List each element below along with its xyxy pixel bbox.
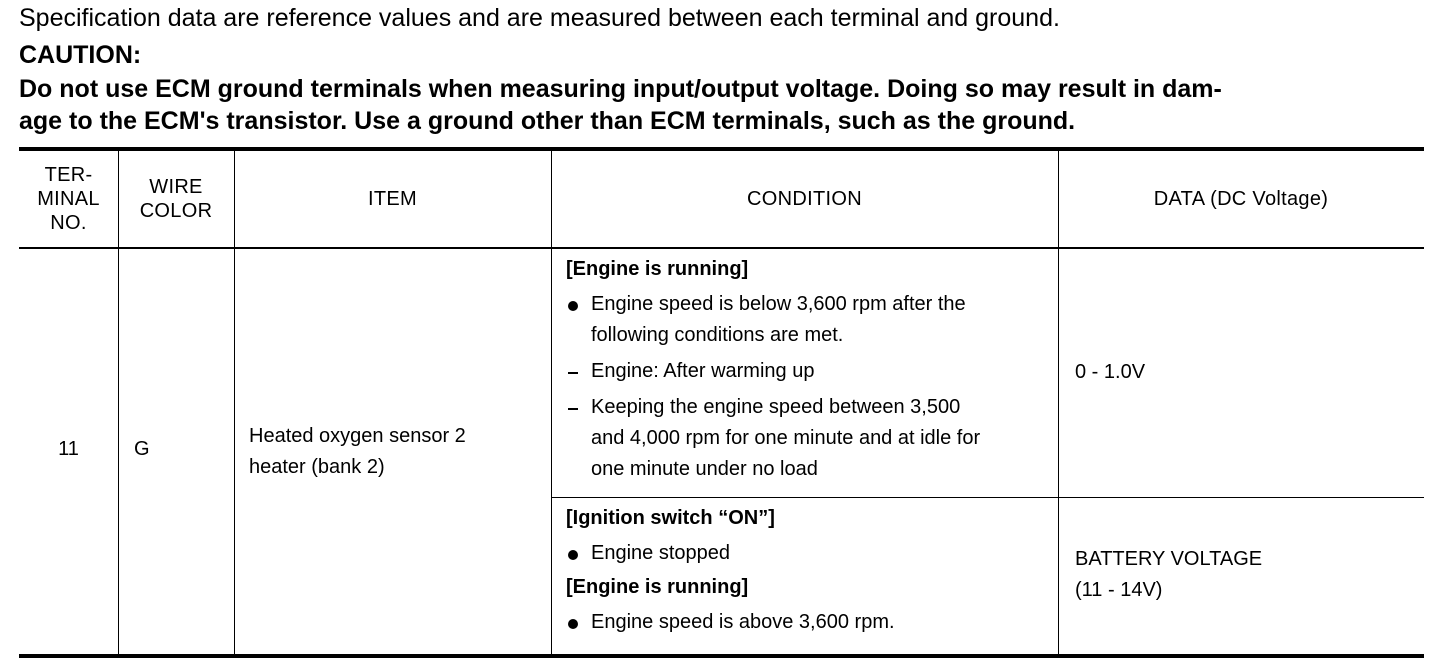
header-data: DATA (DC Voltage) [1153, 188, 1329, 210]
bullet-dot-icon [568, 550, 578, 560]
condition-block-2 [566, 505, 1046, 638]
header-terminal-no-line: TER- [44, 164, 93, 186]
condition-sub-bullet [566, 392, 1046, 485]
data-line: BATTERY VOLTAGE [1075, 548, 1263, 570]
condition-bullet [566, 538, 1046, 569]
data-line: (11 - 14V) [1075, 579, 1163, 601]
header-item: ITEM [368, 188, 417, 210]
header-condition: CONDITION [747, 188, 862, 210]
data-value-1: 0 - 1.0V [1075, 361, 1146, 383]
table-row-divider [551, 497, 1424, 498]
header-wire-color-line: WIRE [149, 176, 203, 198]
condition-text: Engine speed is below 3,600 rpm after the [591, 293, 966, 315]
condition-bullet [566, 607, 1046, 638]
dash-icon [568, 408, 578, 410]
condition-text: Engine speed is above 3,600 rpm. [591, 611, 895, 633]
table-header-rule [19, 247, 1424, 249]
caution-body [19, 73, 1222, 137]
header-terminal-no-line: MINAL [37, 188, 100, 210]
data-value-2 [1075, 544, 1262, 606]
condition-block-1 [566, 256, 1046, 485]
intro-text: Specification data are reference values and are measured between each terminal and ground. [19, 4, 1060, 32]
condition-text: Engine: After warming up [591, 360, 815, 382]
bullet-dot-icon [568, 301, 578, 311]
caution-line-2: age to the ECM's transistor. Use a ground other than ECM terminals, such as the ground. [19, 107, 1076, 135]
header-wire-color [118, 151, 234, 247]
terminal-number: 11 [58, 438, 79, 460]
caution-line-1: Do not use ECM ground terminals when measuring input/output voltage. Doing so may result in dam- [19, 75, 1222, 103]
condition-text: Engine stopped [591, 542, 731, 564]
dash-icon [568, 372, 578, 374]
item-line: Heated oxygen sensor 2 [249, 425, 466, 447]
item-description [249, 421, 466, 483]
wire-color: G [134, 438, 150, 460]
condition-text: and 4,000 rpm for one minute and at idle for [591, 427, 981, 449]
header-terminal-no [19, 151, 118, 247]
condition-bullet [566, 289, 1046, 351]
item-line: heater (bank 2) [249, 456, 385, 478]
bullet-dot-icon [568, 619, 578, 629]
condition-heading: [Engine is running] [566, 576, 749, 598]
condition-sub-bullet [566, 356, 1046, 387]
caution-title: CAUTION: [19, 41, 142, 69]
condition-heading: [Engine is running] [566, 258, 749, 280]
condition-heading: [Ignition switch “ON”] [566, 507, 775, 529]
condition-text: Keeping the engine speed between 3,500 [591, 396, 961, 418]
condition-text: one minute under no load [591, 458, 818, 480]
header-terminal-no-line: NO. [50, 212, 87, 234]
header-wire-color-line: COLOR [139, 200, 213, 222]
table-bottom-rule [19, 654, 1424, 658]
condition-text: following conditions are met. [591, 324, 844, 346]
